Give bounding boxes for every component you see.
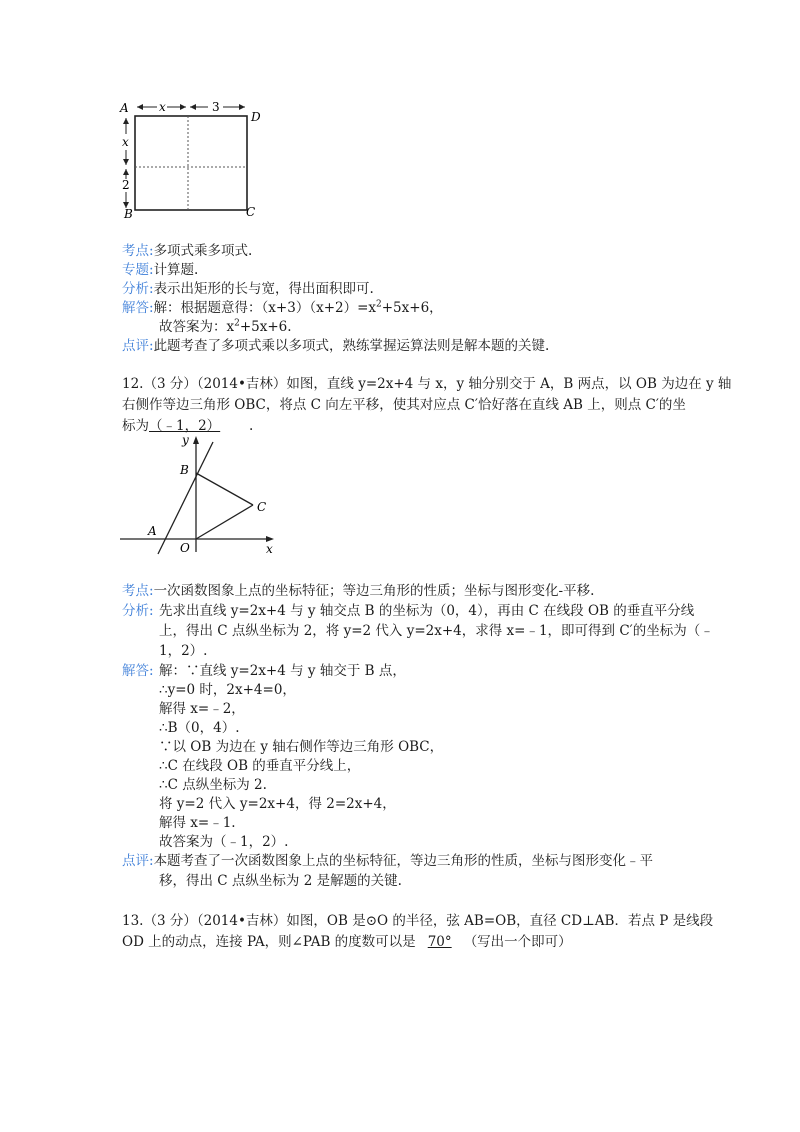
axis-x-label: x	[266, 542, 273, 556]
q12-jieda-line: ∴y=0 时，2x+4=0，	[159, 682, 296, 698]
point-O-label: O	[180, 541, 190, 555]
q12-fenxi-line: 1，2）.	[159, 643, 208, 659]
dim-2: 2	[122, 178, 130, 192]
point-B-label: B	[180, 463, 189, 477]
q12-fenxi-line: 上，得出 C 点纵坐标为 2，将 y=2 代入 y=2x+4，求得 x=﹣1，即可得到 C′的坐标为（﹣	[159, 623, 714, 639]
axis-y-label: y	[182, 433, 189, 447]
q12-fenxi-line: 先求出直线 y=2x+4 与 y 轴交点 B 的坐标为（0，4），再由 C 在线段 OB 的垂直平分线	[159, 603, 695, 619]
coordinate-figure	[118, 432, 283, 557]
dim-3: 3	[212, 100, 220, 114]
q13-answer: 70°	[427, 934, 452, 950]
dim-x-top: x	[159, 100, 166, 114]
dim-x-left: x	[122, 135, 129, 149]
q12-jieda-line: ∴C 点纵坐标为 2.	[159, 777, 267, 793]
label-D: D	[251, 110, 261, 124]
q12-kaodian: 考点:一次函数图象上点的坐标特征；等边三角形的性质；坐标与图形变化-平移.	[122, 583, 595, 599]
q12-jieda-line: 解得 x=﹣1.	[159, 815, 236, 831]
q12-fenxi-label: 分析:	[122, 603, 154, 619]
q12-jieda-line: 解得 x=﹣2，	[159, 701, 245, 717]
q12-answer: （﹣1，2）	[149, 418, 221, 434]
q12-dianping-line: 移，得出 C 点纵坐标为 2 是解题的关键.	[159, 873, 402, 889]
label-A: A	[120, 101, 129, 115]
q12-dianping-row: 点评:本题考查了一次函数图象上点的坐标特征，等边三角形的性质，坐标与图形变化﹣平	[122, 853, 654, 869]
q13-line2: OD 上的动点，连接 PA，则∠PAB 的度数可以是 70° （写出一个即可）	[122, 934, 572, 950]
q11-dianping: 点评:此题考查了多项式乘以多项式，熟练掌握运算法则是解本题的关键.	[122, 338, 550, 354]
label-B: B	[124, 207, 133, 221]
q11-jieda: 解答:解：根据题意得：$(x+3)(x+2)=x^2+5x+6$，	[122, 299, 443, 316]
q11-fenxi: 分析:表示出矩形的长与宽，得出面积即可.	[122, 281, 374, 297]
q11-answer-line: 故答案为：$x^2+5x+6$.	[159, 318, 292, 335]
q12-jieda-line: ∴C 在线段 OB 的垂直平分线上，	[159, 758, 361, 774]
q11-kaodian: 考点:多项式乘多项式.	[122, 243, 253, 259]
q12-jieda-line: 将 y=2 代入 y=2x+4，得 2=2x+4，	[159, 796, 396, 812]
rectangle-figure	[115, 96, 275, 221]
q11-zhuanti: 专题:计算题.	[122, 262, 199, 278]
q12-line1: 12.（3 分）（2014•吉林）如图，直线 y=2x+4 与 x，y 轴分别交于 A，B 两点，以 OB 为边在 y 轴	[122, 376, 732, 392]
q12-jieda-label: 解答:	[122, 663, 154, 679]
q12-line3: 标为（﹣1，2） .	[122, 418, 254, 434]
q12-line2: 右侧作等边三角形 OBC，将点 C 向左平移，使其对应点 C′恰好落在直线 AB 上，则点 C′的坐	[122, 397, 686, 413]
point-C-label: C	[257, 500, 267, 514]
q12-jieda-line: ∵以 OB 为边在 y 轴右侧作等边三角形 OBC，	[159, 739, 444, 755]
q12-jieda-line: 故答案为（﹣1，2）.	[159, 834, 289, 850]
q13-line1: 13.（3 分）（2014•吉林）如图，OB 是⊙O 的半径，弦 AB=OB，直径 CD⊥AB．若点 P 是线段	[122, 913, 714, 929]
label-C: C	[246, 205, 256, 219]
q12-jieda-line: ∴B（0，4）.	[159, 720, 240, 736]
q12-jieda-line: 解：∵直线 y=2x+4 与 y 轴交于 B 点，	[159, 663, 406, 679]
point-A-label: A	[148, 524, 157, 538]
